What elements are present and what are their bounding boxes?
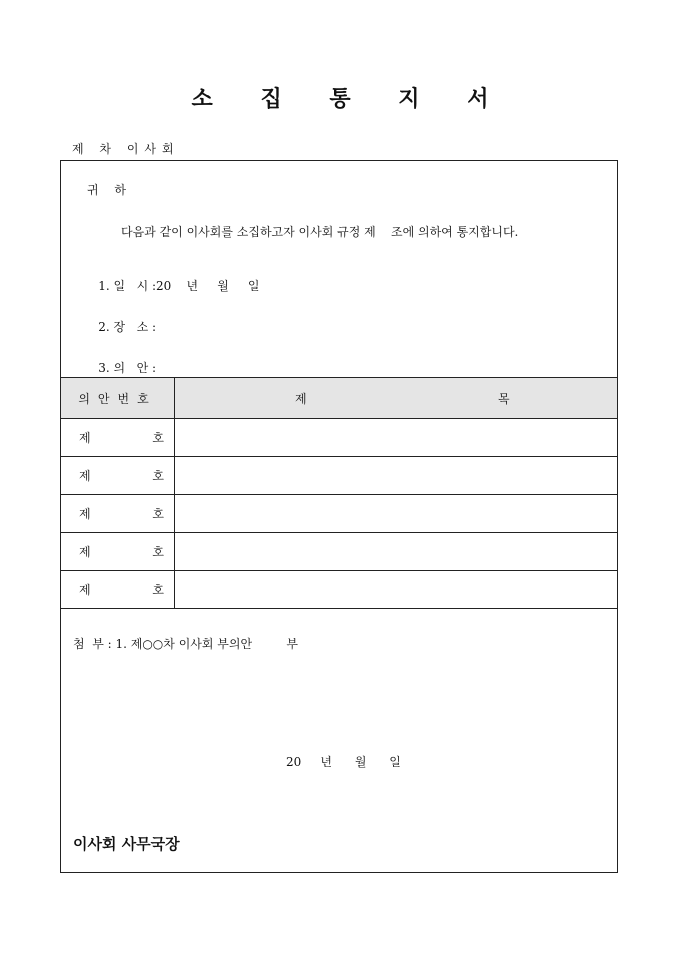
- item-label: 1. 일 시 :: [98, 279, 157, 293]
- agenda-number-cell: 제 호: [61, 419, 175, 457]
- document-title: 소 집 통 지 서: [191, 86, 509, 112]
- attachment-line: 첨 부 : 1. 제○○차 이사회 부의안 부: [73, 637, 298, 651]
- item-value: 20 년 월 일: [156, 279, 260, 293]
- agenda-number-cell: 제 호: [61, 457, 175, 495]
- notice-frame: [60, 160, 618, 873]
- signature-title: 이사회 사무국장: [73, 835, 180, 853]
- table-header-row: [61, 378, 617, 419]
- date-line: 20 년 월 일: [286, 755, 401, 769]
- subject-header-right: 목: [498, 392, 510, 406]
- agenda-subject-cell[interactable]: [175, 419, 618, 457]
- table-row: [61, 571, 617, 609]
- table-row: [61, 533, 617, 571]
- table-row: [61, 495, 617, 533]
- table-row: [61, 457, 617, 495]
- col-number-header: 의안번호: [61, 378, 175, 419]
- agenda-number-cell: 제 호: [61, 495, 175, 533]
- recipient-line: 귀 하: [87, 183, 132, 197]
- item-place: [83, 304, 156, 349]
- col-subject-header: [175, 378, 618, 419]
- item-label: 3. 의 안 :: [98, 361, 157, 375]
- agenda-subject-cell[interactable]: [175, 457, 618, 495]
- session-label: 제 차 이사회: [72, 142, 180, 156]
- agenda-number-cell: 제 호: [61, 533, 175, 571]
- agenda-subject-cell[interactable]: [175, 571, 618, 609]
- agenda-table: [61, 377, 617, 609]
- item-label: 2. 장 소 :: [98, 320, 157, 334]
- subject-header-left: 제: [295, 392, 307, 406]
- item-datetime: [83, 263, 259, 308]
- table-row: [61, 419, 617, 457]
- agenda-subject-cell[interactable]: [175, 495, 618, 533]
- intro-text: 다음과 같이 이사회를 소집하고자 이사회 규정 제 조에 의하여 통지합니다.: [121, 225, 519, 239]
- agenda-number-cell: 제 호: [61, 571, 175, 609]
- agenda-subject-cell[interactable]: [175, 533, 618, 571]
